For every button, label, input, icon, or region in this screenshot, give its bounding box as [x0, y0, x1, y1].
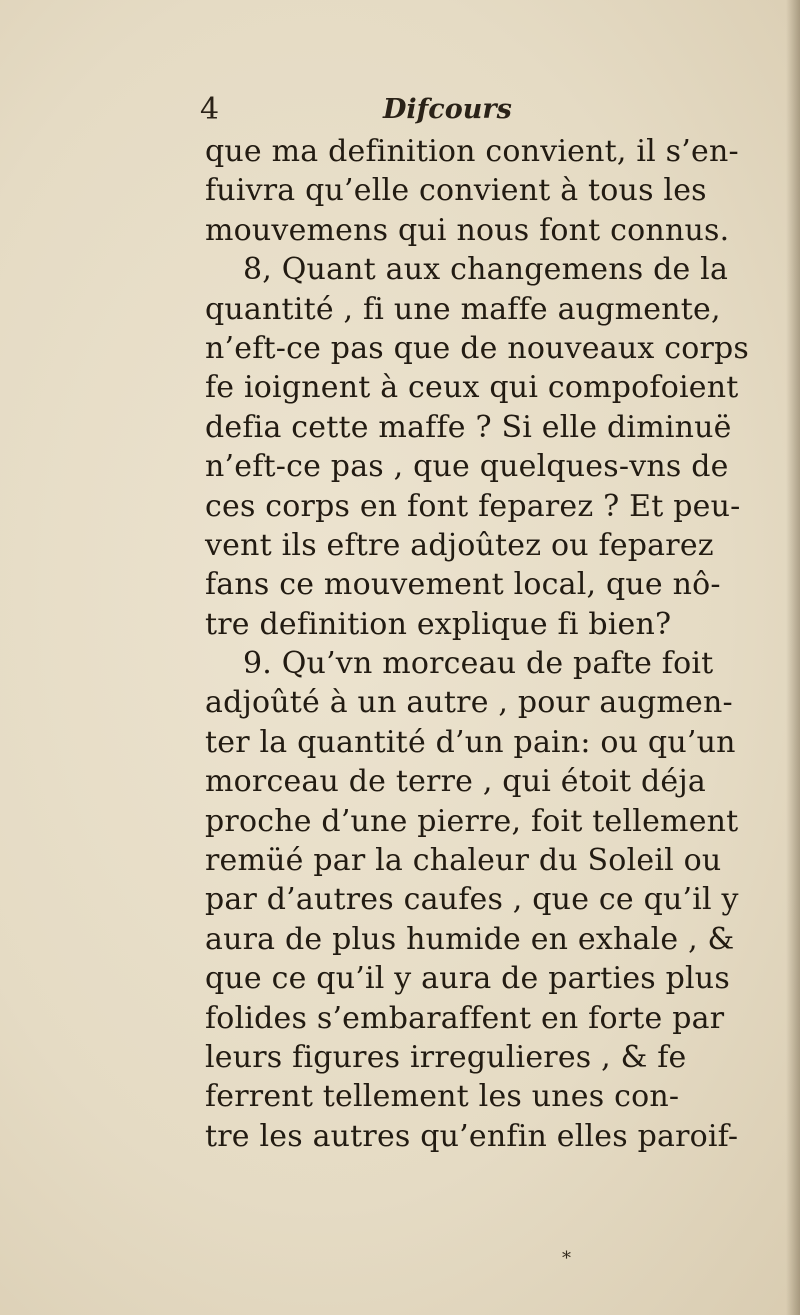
text-line: 9. Qu’vn morceau de pafte foit — [243, 646, 714, 682]
text-line: mouvemens qui nous font connus. — [205, 212, 730, 248]
text-line: remüé par la chaleur du Soleil ou — [205, 843, 722, 879]
page-edge-shadow — [786, 0, 800, 1315]
text-line: leurs figures irregulieres , & fe — [205, 1039, 687, 1075]
text-line: que ma definition convient, il s’en- — [205, 134, 739, 169]
text-line: ter la quantité d’un pain: ou qu’un — [205, 724, 736, 760]
running-title: Difcours — [383, 94, 512, 125]
text-line: par d’autres caufes , que ce qu’il y — [205, 882, 739, 918]
text-line: ferrent tellement les unes con- — [205, 1079, 680, 1115]
text-line: vent ils eftre adjoûtez ou feparez — [205, 527, 714, 563]
text-line: proche d’une pierre, foit tellement — [205, 803, 739, 839]
text-line: adjoûté à un autre , pour augmen- — [205, 685, 733, 721]
text-line: n’eft-ce pas , que quelques-vns de — [205, 449, 729, 485]
text-line: que ce qu’il y aura de parties plus — [205, 961, 730, 997]
body-text — [205, 132, 765, 1156]
text-line: defia cette maffe ? Si elle diminuë — [205, 409, 732, 445]
catchword: * — [562, 1248, 571, 1269]
text-line: tre les autres qu’enfin elles paroif- — [205, 1118, 739, 1154]
page-header — [200, 92, 740, 132]
text-line: folides s’embaraffent en forte par — [205, 1000, 725, 1036]
text-line: aura de plus humide en exhale , & — [205, 921, 735, 957]
text-line: 8, Quant aux changemens de la — [243, 252, 729, 288]
text-line: quantité , fi une maffe augmente, — [205, 291, 721, 327]
text-line: morceau de terre , qui étoit déja — [205, 764, 706, 800]
text-line: n’eft-ce pas que de nouveaux corps — [205, 330, 750, 366]
text-line: ces corps en font feparez ? Et peu- — [205, 488, 741, 524]
text-line: fans ce mouvement local, que nô- — [205, 567, 721, 603]
page-number: 4 — [200, 92, 220, 127]
text-line: tre definition explique fi bien? — [205, 606, 672, 642]
text-line: fuivra qu’elle convient à tous les — [205, 173, 707, 209]
text-line: fe ioignent à ceux qui compofoient — [205, 370, 739, 406]
